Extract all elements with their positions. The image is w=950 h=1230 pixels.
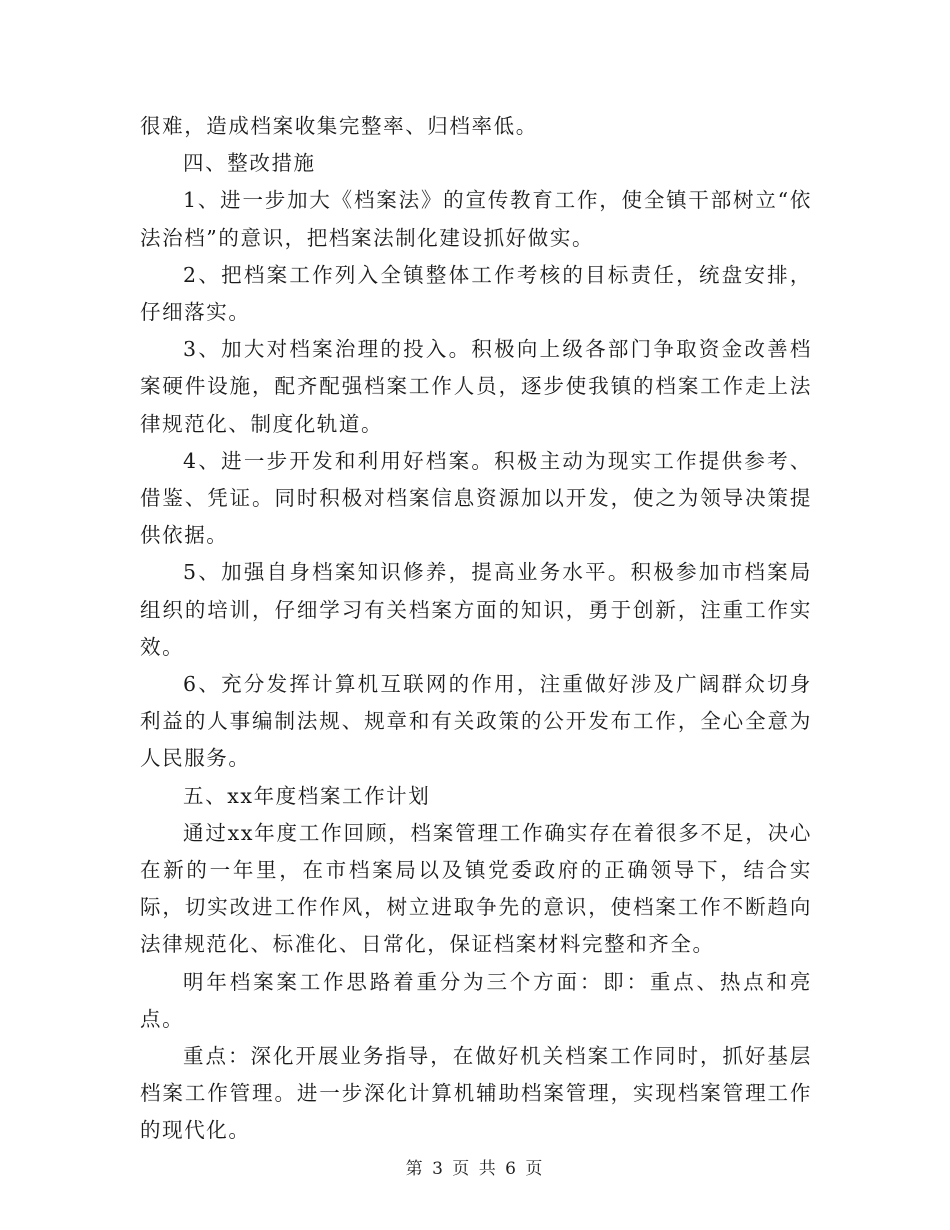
page-number: 第 3 页 共 6 页 (405, 1159, 545, 1179)
paragraph-plan-directions: 明年档案案工作思路着重分为三个方面：即：重点、热点和亮点。 (140, 969, 812, 1031)
section-heading-annual-plan: 五、xx年度档案工作计划 (183, 783, 431, 808)
paragraph-measure-2: 2、把档案工作列入全镇整体工作考核的目标责任，统盘安排，仔细落实。 (140, 262, 812, 325)
paragraph-measure-6: 6、充分发挥计算机互联网的作用，注重做好涉及广阔群众切身利益的人事编制法规、规章和有关政策的公开发布工作，全心全意为人民服务。 (140, 672, 812, 771)
paragraph-measure-3: 3、加大对档案治理的投入。积极向上级各部门争取资金改善档案硬件设施，配齐配强档案工作人员，逐步使我镇的档案工作走上法律规范化、制度化轨道。 (140, 337, 812, 436)
paragraph-continuation: 很难，造成档案收集完整率、归档率低。 (140, 114, 538, 138)
paragraph-plan-key-points: 重点：深化开展业务指导，在做好机关档案工作同时，抓好基层档案工作管理。进一步深化计算机辅助档案管理，实现档案管理工作的现代化。 (140, 1044, 812, 1143)
document-body (140, 108, 812, 1150)
paragraph-plan-intro: 通过xx年度工作回顾，档案管理工作确实存在着很多不足，决心在新的一年里，在市档案局以及镇党委政府的正确领导下，结合实际，切实改进工作作风，树立进取争先的意识，使档案工作不断趋向法律规范化、标准化、日常化，保证档案材料完整和齐全。 (140, 820, 812, 957)
section-heading-rectification: 四、整改措施 (183, 151, 316, 176)
paragraph-measure-5: 5、加强自身档案知识修养，提高业务水平。积极参加市档案局组织的培训，仔细学习有关档案方面的知识，勇于创新，注重工作实效。 (140, 560, 812, 659)
paragraph-measure-1: 1、进一步加大《档案法》的宣传教育工作，使全镇干部树立“依法治档”的意识，把档案法制化建设抓好做实。 (140, 188, 812, 250)
paragraph-measure-4: 4、进一步开发和利用好档案。积极主动为现实工作提供参考、借鉴、凭证。同时积极对档案信息资源加以开发，使之为领导决策提供依据。 (140, 448, 812, 548)
